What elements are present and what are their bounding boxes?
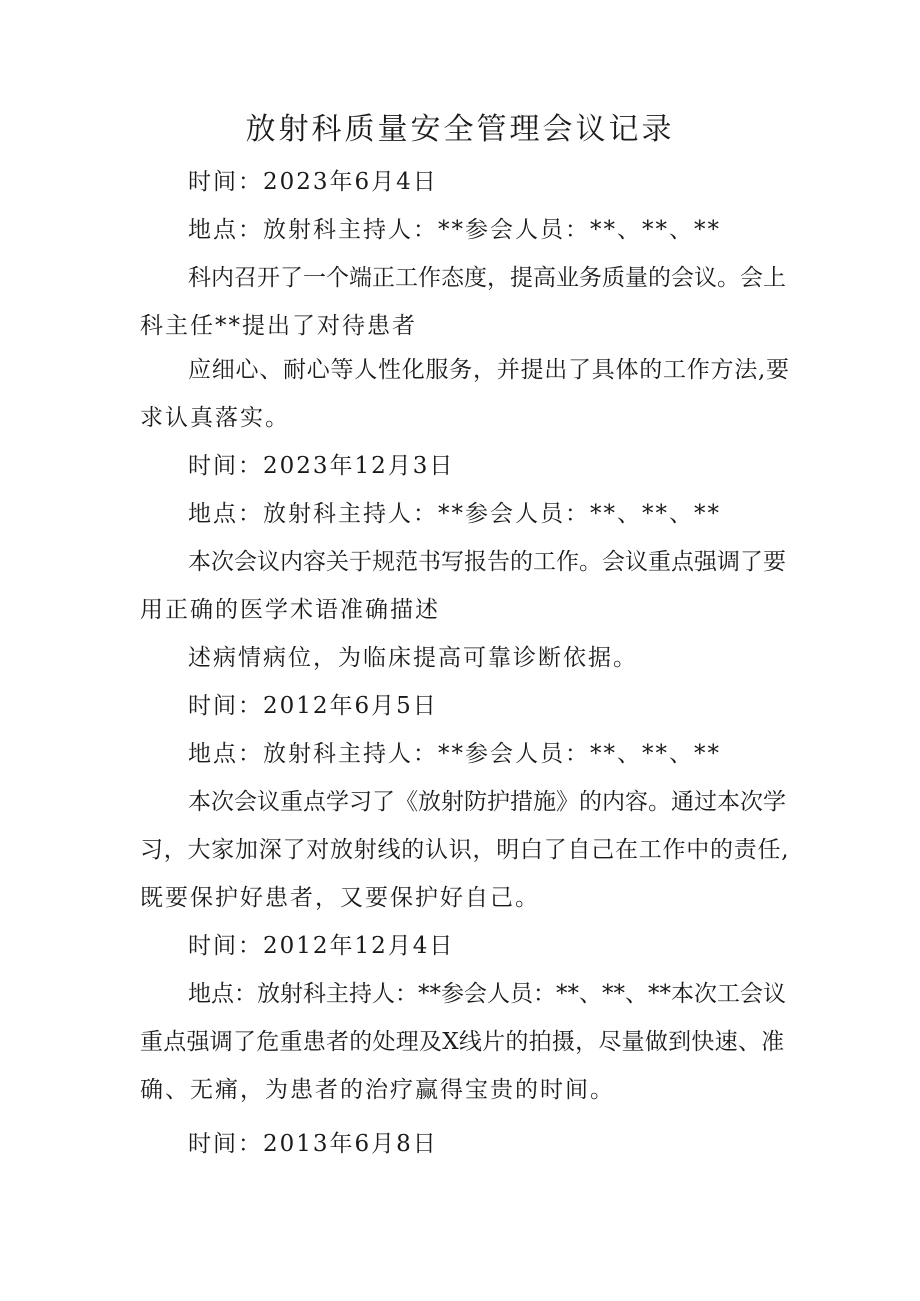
meeting-3-content-1: 本次会议重点学习了《放射防护措施》的内容。通过本次学 [188, 789, 786, 815]
document-title: 放射科质量安全管理会议记录 [245, 112, 675, 147]
meeting-4-time: 时间：2012年12月4日 [188, 933, 455, 959]
meeting-4-content-2: 确、无痛，为患者的治疗赢得宝贵的时间。 [140, 1077, 615, 1103]
meeting-1-content-4: 求认真落实。 [140, 405, 290, 431]
meeting-3-time: 时间：2012年6月5日 [188, 693, 438, 719]
meeting-1-content-3: 应细心、耐心等人性化服务，并提出了具体的工作方法,要 [188, 357, 790, 383]
meeting-4-location: 地点：放射科主持人：**参会人员：**、**、**本次工会议 [188, 981, 786, 1007]
meeting-2-time: 时间：2023年12月3日 [188, 453, 455, 479]
meeting-2-content-3: 述病情病位，为临床提高可靠诊断依据。 [188, 645, 638, 671]
meeting-1-location: 地点：放射科主持人：**参会人员：**、**、** [188, 217, 721, 243]
meeting-1-content-1: 科内召开了一个端正工作态度，提高业务质量的会议。会上 [188, 265, 786, 291]
meeting-5-time: 时间：2013年6月8日 [188, 1131, 438, 1157]
meeting-4-content-1: 重点强调了危重患者的处理及X线片的拍摄，尽量做到快速、准 [140, 1029, 785, 1055]
meeting-1-content-2: 科主任**提出了对待患者 [140, 313, 417, 339]
meeting-2-content-1: 本次会议内容关于规范书写报告的工作。会议重点强调了要 [188, 549, 786, 575]
meeting-3-location: 地点：放射科主持人：**参会人员：**、**、** [188, 741, 721, 767]
meeting-2-content-2: 用正确的医学术语准确描述 [140, 597, 440, 623]
meeting-3-content-3: 既要保护好患者，又要保护好自己。 [140, 885, 540, 911]
meeting-1-time: 时间：2023年6月4日 [188, 169, 438, 195]
meeting-3-content-2: 习，大家加深了对放射线的认识，明白了自己在工作中的责任, [140, 837, 790, 863]
meeting-2-location: 地点：放射科主持人：**参会人员：**、**、** [188, 501, 721, 527]
